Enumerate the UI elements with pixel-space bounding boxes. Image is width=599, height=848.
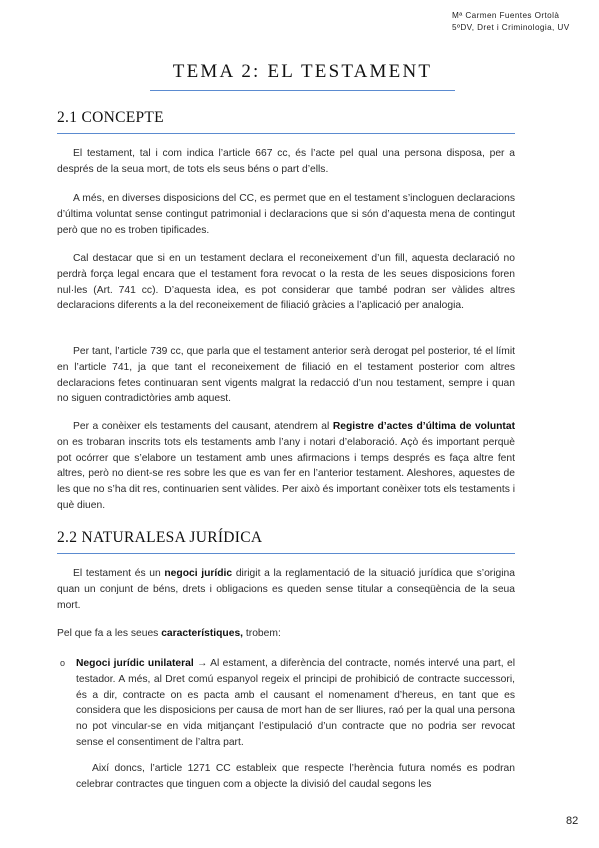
paragraph-7-text-c: trobem: xyxy=(243,628,281,639)
paragraph-5-text-c: on es trobaran inscrits tots els testaments amb l’any i notari d’elaboració. Açò és important perquè pot ocórrer que s’elabore un testament amb unes afirmacions i temps després es faça altre fent altres, però no dient-se res sobre les que es van fer en l’anterior testament. Aleshores, aquestes de les que no s’ha dit res, continuarien sent vàlides. Per això és important conèixer tots els testaments i què diuen. xyxy=(57,436,515,511)
section-underline-concepte xyxy=(57,133,515,134)
title-underline xyxy=(150,90,455,91)
paragraph-2: A més, en diverses disposicions del CC, es permet que en el testament s’incloguen declaracions d’última voluntat sense contingut patrimonial i declaracions que si són d’aquesta mena de contingut però que no es troben tipificades. xyxy=(57,193,515,236)
paragraph-6-text-a: El testament és un xyxy=(73,568,165,579)
caracteristiques-bold: característiques, xyxy=(161,628,244,639)
negoci-juridic-bold: negoci jurídic xyxy=(164,568,233,579)
paragraph-1: El testament, tal i com indica l’article 667 cc, és l’acte pel qual una persona disposa, per a després de la seua mort, de tots els seus béns o part d’ells. xyxy=(57,148,515,175)
section-underline-naturalesa xyxy=(57,553,515,554)
bullet-item-text: → Al estament, a diferència del contracte, només intervé una part, el testador. A més, al Dret comú espanyol regeix el principi de prohibició de contracte successori, és a dir, contracte on es pacta amb el causant el nomenament d’hereus, en tant que es considera que les disposicions per causa de mort han de ser lliures, raó per la qual una persona no pot vincular-se en vida mitjançant l’estipulació d’un contracte que no podria ser revocat sense el consentiment de l’altra part. xyxy=(76,658,515,748)
section-heading-naturalesa: 2.2 NATURALESA JURÍDICA xyxy=(57,529,263,546)
paragraph-4: Per tant, l’article 739 cc, que parla que el testament anterior serà derogat pel posterior, té el límit en l’article 741, ja que tant el reconeixement de filiació en el testament posterior com altres declaracions fetes continuaran sent vigents malgrat la redacció d’un nou testament, sempre i quan no siguen contradictòries amb aquest. xyxy=(57,346,515,405)
paragraph-7-text-a: Pel que fa a les seues xyxy=(57,628,162,639)
bullet-continuation: Així doncs, l’article 1271 CC estableix que respecte l’herència futura només es podran celebrar contractes que tinguen com a objecte la divisió del caudal segons les xyxy=(76,763,515,790)
paragraph-7 xyxy=(57,626,515,642)
paragraph-3: Cal destacar que si en un testament declara el reconeixement d’un fill, aquesta declaració no perdrà força legal encara que el testament fora revocat o la resta de les seues disposicions foren nul·les (Art. 741 cc). D’aquesta idea, es pot considerar que també podran ser vàlides altres declaracions diferents a la del reconeixement de filiació gràcies a l’aplicació per analogia. xyxy=(57,253,515,312)
header-author: Mª Carmen Fuentes Ortolà xyxy=(452,11,560,20)
page-number: 82 xyxy=(566,815,579,827)
paragraph-5 xyxy=(57,419,515,514)
unilateral-bold: Negoci jurídic unilateral xyxy=(76,658,194,669)
chapter-title: TEMA 2: EL TESTAMENT xyxy=(172,61,433,82)
bullet-item-unilateral xyxy=(76,656,515,751)
section-heading-concepte: 2.1 CONCEPTE xyxy=(57,109,164,126)
paragraph-6-text-c: dirigit a la reglamentació de la situació jurídica que s’origina quan un conjunt de béns, drets i obligacions es queden sense titular a conseqüència de la seua mort. xyxy=(57,568,515,611)
paragraph-6 xyxy=(57,566,515,613)
bullet-marker: o xyxy=(60,658,66,668)
page-header xyxy=(452,10,592,34)
registre-bold: Registre d’actes d’última de voluntat xyxy=(332,421,515,432)
paragraph-5-text-a: Per a conèixer els testaments del causant, atendrem al xyxy=(73,421,333,432)
header-course: 5ºDV, Dret i Criminologia, UV xyxy=(452,23,570,32)
